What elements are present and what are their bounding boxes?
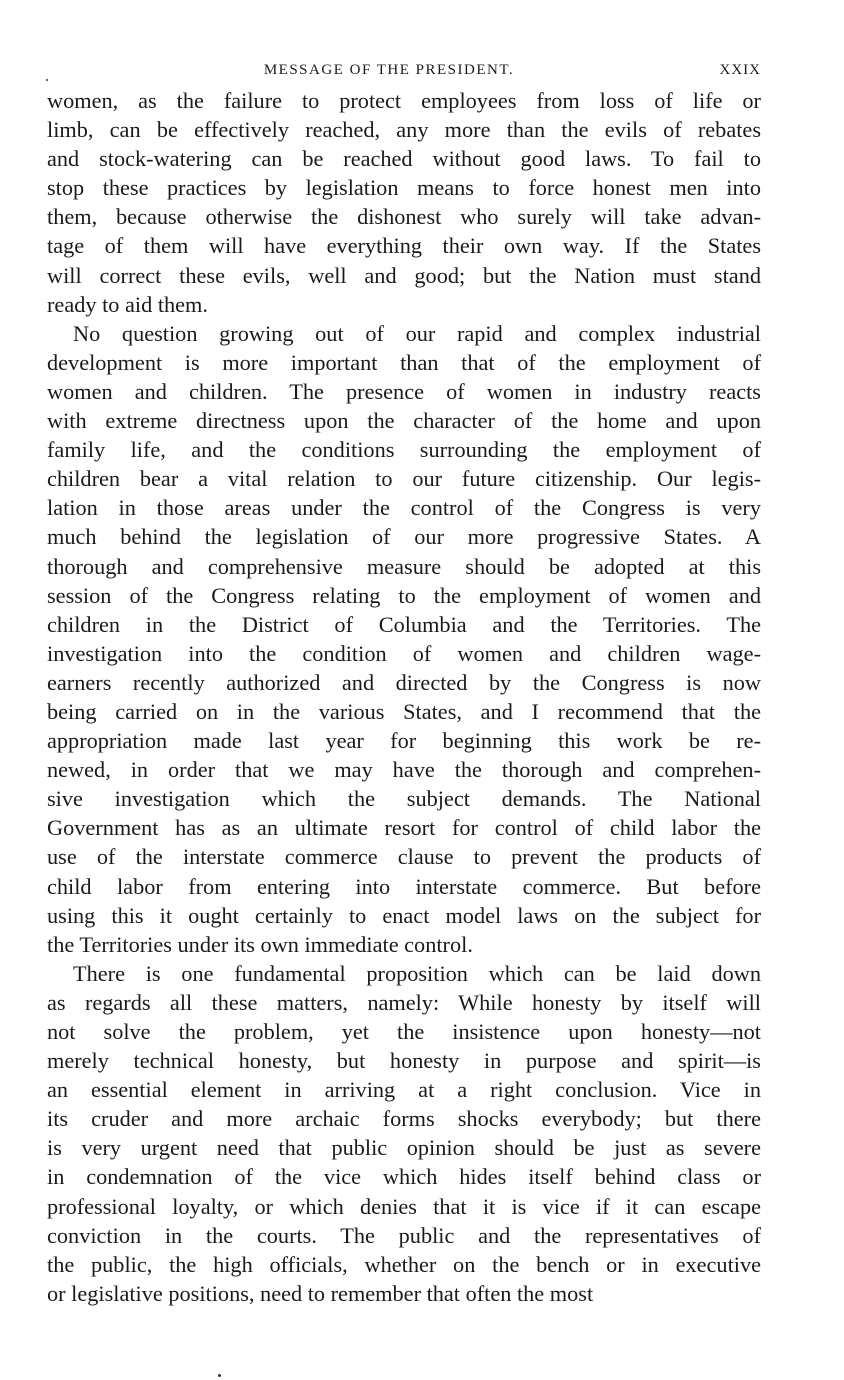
print-speck [46,79,48,81]
text-line: or legislative positions, need to remember that often the most [47,1280,594,1306]
text-line: ready to aid them. [47,291,208,317]
text-line: stop these practices by legislation means to force honest men into [47,175,761,201]
text-line: women and children. The presence of women in industry reacts [47,378,761,404]
text-line: family life, and the conditions surrounding the employment of [47,437,761,463]
text-line: children in the District of Columbia and the Territories. The [47,611,761,637]
paragraph [47,319,761,959]
text-line: its cruder and more archaic forms shocks everybody; but there [47,1106,761,1132]
text-line: professional loyalty, or which denies that it is vice if it can escape [47,1193,761,1219]
text-line: being carried on in the various States, and I recommend that the [47,698,761,724]
print-speck [218,1374,221,1377]
text-line: as regards all these matters, namely: While honesty by itself will [47,989,761,1015]
text-line: them, because otherwise the dishonest who surely will take advan- [47,204,761,230]
text-line: There is one fundamental proposition which can be laid down [73,960,761,986]
text-line: No question growing out of our rapid and complex industrial [73,320,761,346]
text-line: and stock-watering can be reached without good laws. To fail to [47,146,761,172]
text-line: the public, the high officials, whether on the bench or in executive [47,1251,761,1277]
text-line: newed, in order that we may have the thorough and comprehen- [47,757,761,783]
running-header [47,56,761,86]
text-line: not solve the problem, yet the insistence upon honesty—not [47,1019,761,1044]
text-line: limb, can be effectively reached, any more than the evils of rebates [47,117,761,143]
text-line: lation in those areas under the control of the Congress is very [47,495,761,521]
running-title: MESSAGE OF THE PRESIDENT. [263,62,515,78]
text-line: women, as the failure to protect employees from loss of life or [47,88,761,113]
paragraph [47,959,761,1308]
text-line: is very urgent need that public opinion should be just as severe [47,1135,761,1161]
text-line: much behind the legislation of our more progressive States. A [47,524,761,550]
text-line: children bear a vital relation to our future citizenship. Our legis- [47,466,761,492]
text-line: earners recently authorized and directed by the Congress is now [47,669,761,695]
text-line: sive investigation which the subject demands. The National [47,786,761,812]
text-line: use of the interstate commerce clause to prevent the products of [47,844,761,870]
document-page [47,56,761,1308]
text-line: appropriation made last year for beginning this work be re- [47,728,761,754]
text-line: child labor from entering into interstate commerce. But before [47,873,761,899]
text-line: with extreme directness upon the character of the home and upon [47,408,761,434]
text-line: thorough and comprehensive measure should be adopted at this [47,553,761,579]
text-line: an essential element in arriving at a right conclusion. Vice in [47,1077,761,1103]
text-line: will correct these evils, well and good; but the Nation must stand [47,262,761,288]
text-line: merely technical honesty, but honesty in purpose and spirit—is [47,1048,761,1074]
text-line: conviction in the courts. The public and the representatives of [47,1222,761,1248]
page-number: XXIX [719,62,761,78]
paragraph [47,86,761,319]
text-line: Government has as an ultimate resort for control of child labor the [47,815,761,841]
body-text [47,86,761,1308]
text-line: using this it ought certainly to enact model laws on the subject for [47,902,761,928]
text-line: the Territories under its own immediate control. [47,931,473,957]
text-line: in condemnation of the vice which hides itself behind class or [47,1164,761,1190]
text-line: investigation into the condition of women and children wage- [47,640,761,666]
text-line: tage of them will have everything their own way. If the States [47,233,761,259]
text-line: session of the Congress relating to the employment of women and [47,582,761,608]
text-line: development is more important than that of the employment of [47,349,761,375]
